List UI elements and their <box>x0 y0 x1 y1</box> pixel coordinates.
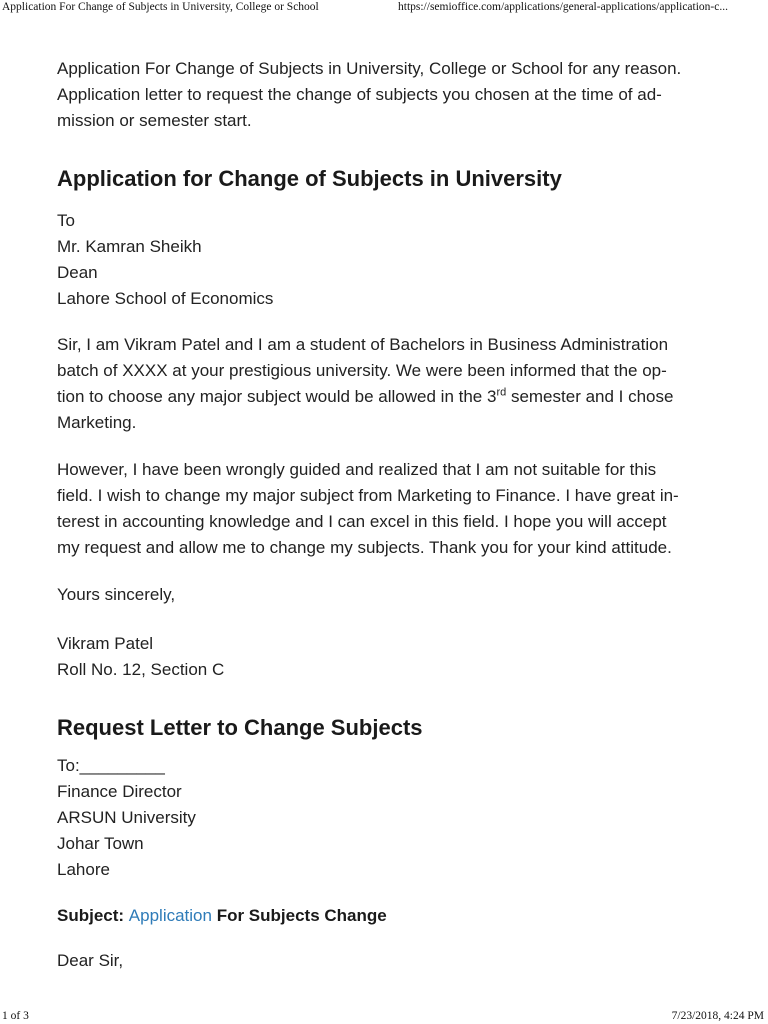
signature-name: Vikram Patel <box>57 634 154 653</box>
paragraph-line: batch of XXXX at your prestigious university. We were been informed that the op- <box>57 361 667 380</box>
subject-rest: For Subjects Change <box>211 906 387 925</box>
address-line: To:_________ <box>57 756 165 775</box>
print-datetime: 7/23/2018, 4:24 PM <box>671 1010 764 1022</box>
letter-paragraph-request <box>57 457 717 561</box>
section-heading-request: Request Letter to Change Subjects <box>57 715 423 740</box>
page-number: 1 of 3 <box>2 1010 29 1022</box>
address-line: ARSUN University <box>57 808 196 827</box>
ordinal-superscript: rd <box>496 386 507 399</box>
print-header <box>0 0 768 20</box>
application-link[interactable]: Application <box>128 906 212 925</box>
paragraph-line: field. I wish to change my major subject from Marketing to Finance. I have great in- <box>57 486 679 505</box>
print-footer <box>0 1008 768 1024</box>
paragraph-text: tion to choose any major subject would be allowed in the 3 <box>57 387 497 406</box>
recipient-address-2 <box>57 753 717 883</box>
section-heading-application: Application for Change of Subjects in University <box>57 166 562 191</box>
recipient-address <box>57 208 717 312</box>
signature-block <box>57 631 717 683</box>
paragraph-line: Sir, I am Vikram Patel and I am a student of Bachelors in Business Administration <box>57 335 669 354</box>
paragraph-line <box>57 384 717 410</box>
address-line: Johar Town <box>57 834 144 853</box>
print-header-url: https://semioffice.com/applications/general-applications/application-c... <box>398 1 728 13</box>
subject-line <box>57 903 717 929</box>
address-line: Mr. Kamran Sheikh <box>57 237 202 256</box>
intro-line: Application letter to request the change of subjects you chosen at the time of ad- <box>57 85 662 104</box>
address-line: To <box>57 211 75 230</box>
letter-closing: Yours sincerely, <box>57 585 176 604</box>
paragraph-line: my request and allow me to change my subjects. Thank you for your kind attitude. <box>57 538 672 557</box>
paragraph-text: semester and I chose <box>506 387 674 406</box>
paragraph-line: Marketing. <box>57 413 137 432</box>
subject-colon: : <box>118 906 129 925</box>
salutation: Dear Sir, <box>57 951 124 970</box>
intro-line: Application For Change of Subjects in University, College or School for any reason. <box>57 59 682 78</box>
intro-line: mission or semester start. <box>57 111 252 130</box>
address-line: Lahore <box>57 860 110 879</box>
subject-label: Subject <box>57 906 119 925</box>
address-line: Lahore School of Economics <box>57 289 274 308</box>
paragraph-line: terest in accounting knowledge and I can excel in this field. I hope you will accept <box>57 512 667 531</box>
print-header-title: Application For Change of Subjects in University, College or School <box>2 1 319 13</box>
signature-roll: Roll No. 12, Section C <box>57 660 225 679</box>
paragraph-line: However, I have been wrongly guided and realized that I am not suitable for this <box>57 460 657 479</box>
address-line: Dean <box>57 263 98 282</box>
letter-paragraph-intro <box>57 332 717 436</box>
intro-paragraph <box>57 56 717 134</box>
address-line: Finance Director <box>57 782 182 801</box>
article-content <box>57 56 717 974</box>
